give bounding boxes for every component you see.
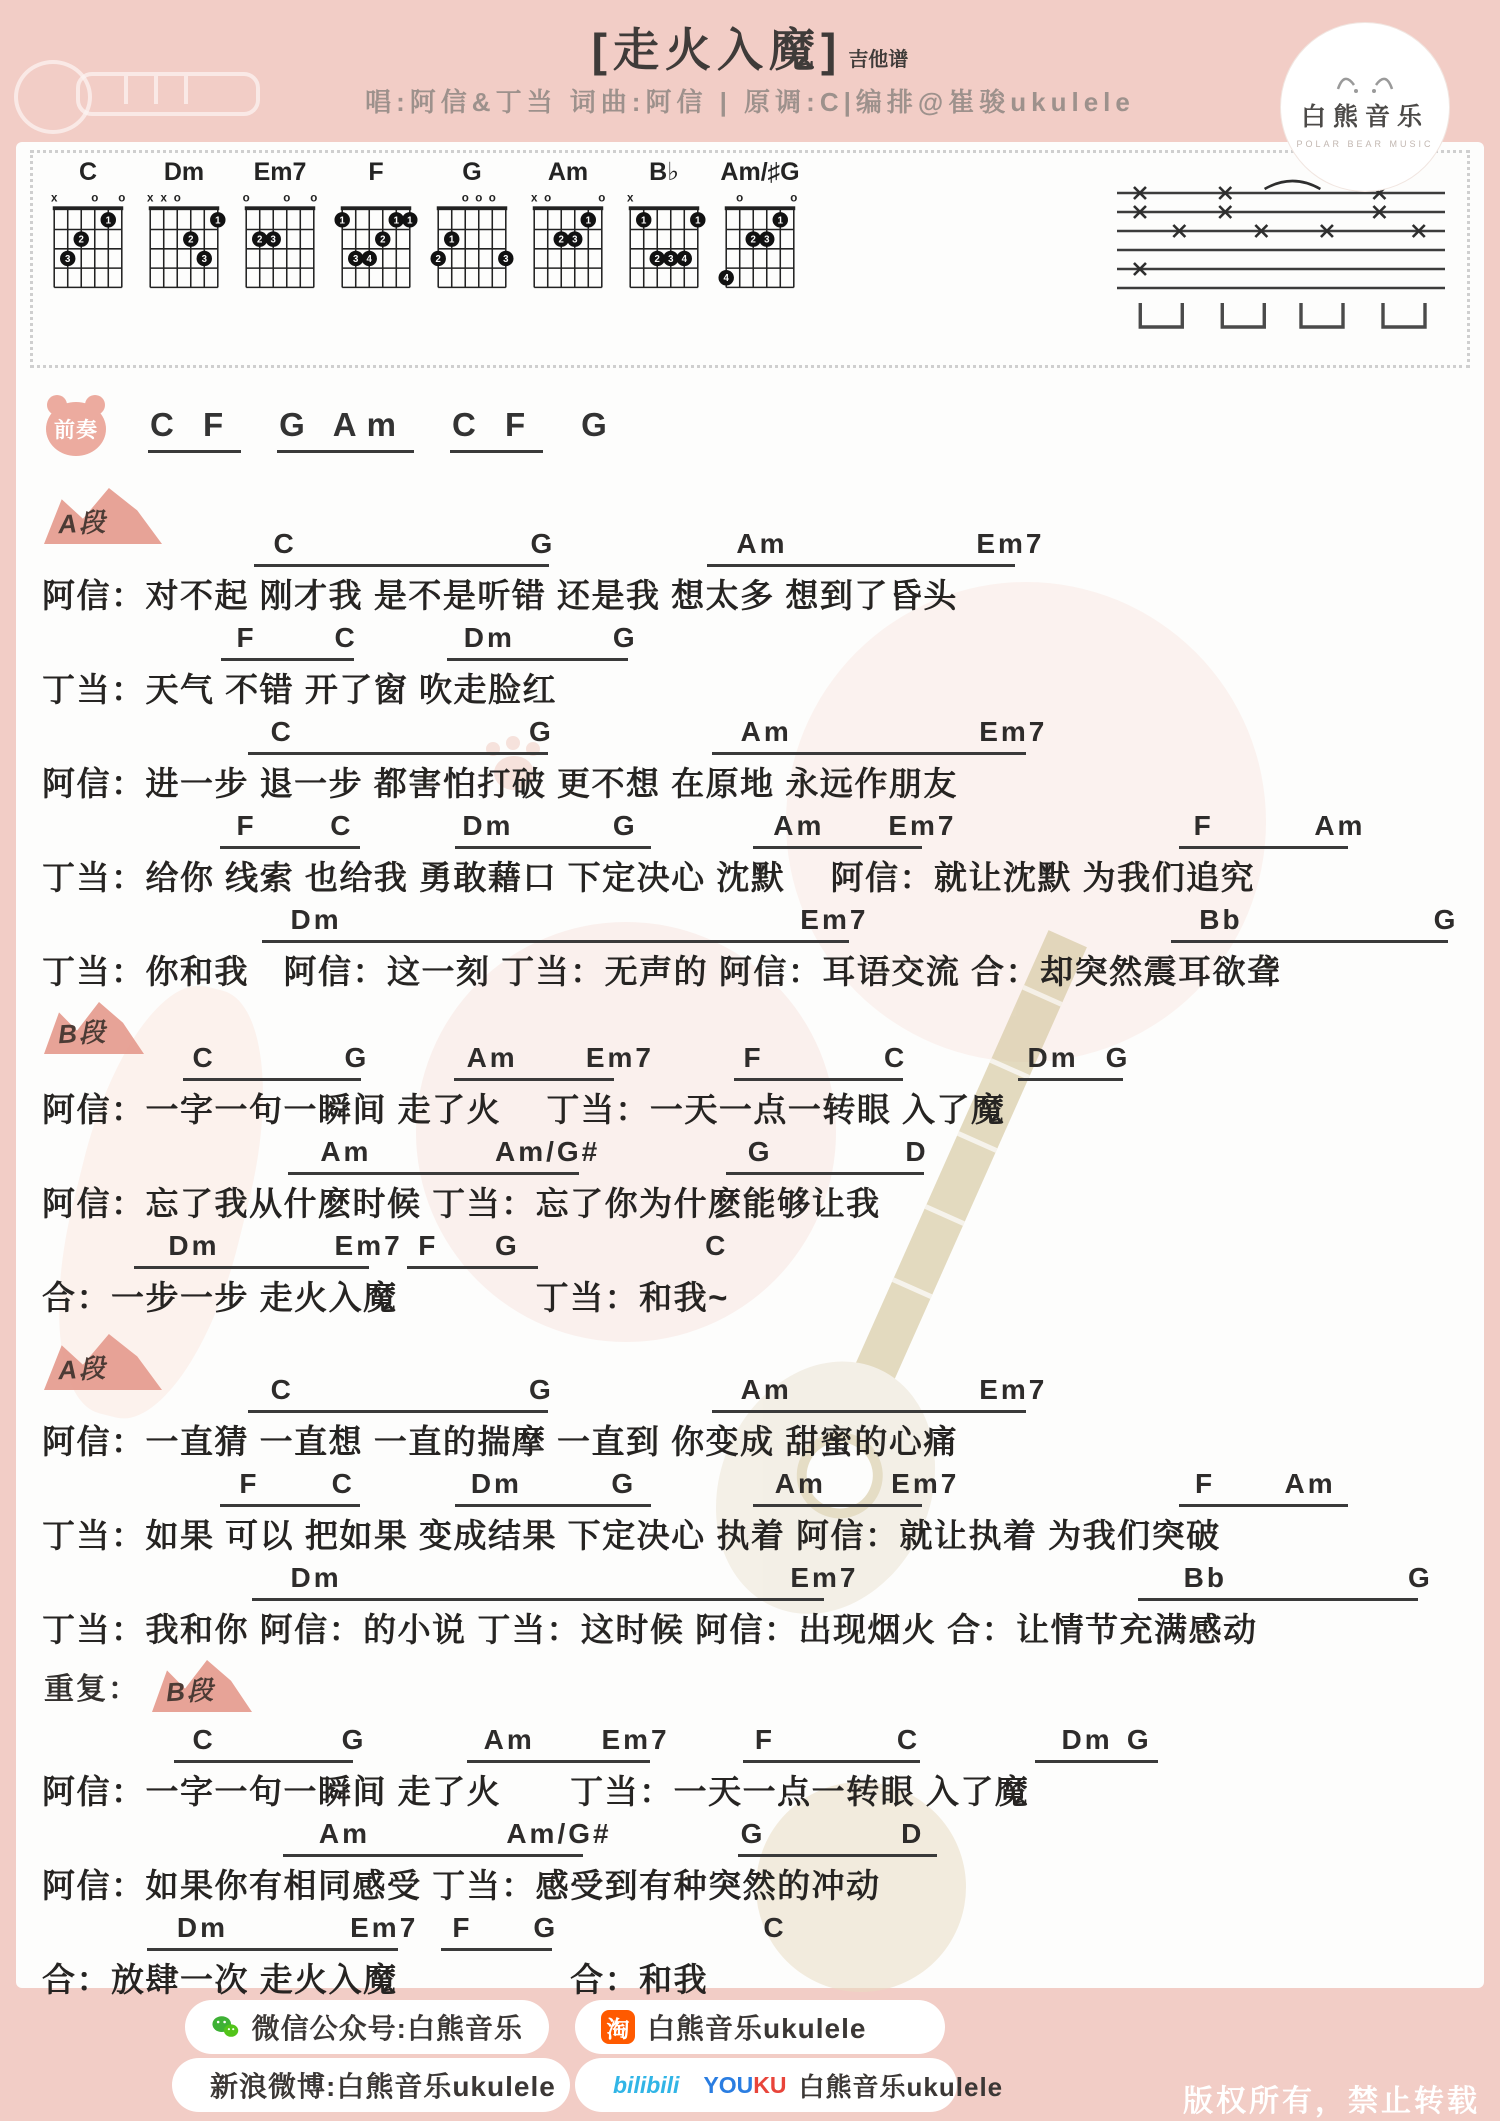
intro-chord-group: G (581, 405, 617, 443)
chord-label: F (1195, 1468, 1216, 1499)
chord-duration-bar (248, 1410, 548, 1413)
chord-label: Dm (462, 810, 514, 841)
lyric-line-block (42, 1134, 1462, 1226)
chord-label: G (494, 1230, 520, 1261)
chord-label: Bb (1199, 904, 1243, 935)
section-badge-label: B段 (57, 1016, 108, 1050)
chord-label: Am (774, 1468, 826, 1499)
lyric-text: 阿信：忘了我从什麽时候 丁当：忘了你为什麽能够让我 (42, 1185, 881, 1222)
chord-label: G (1408, 1562, 1433, 1593)
lyric-text: 阿信：一直猜 一直想 一直的揣摩 一直到 你变成 甜蜜的心痛 (42, 1423, 958, 1460)
svg-text:1: 1 (339, 215, 345, 227)
svg-text:1: 1 (105, 215, 111, 227)
svg-text:4: 4 (681, 253, 687, 265)
chord-label: C (884, 1042, 908, 1073)
chord-diagram-grid (617, 187, 711, 304)
svg-text:o: o (461, 192, 469, 205)
sections (42, 374, 1462, 2004)
chord-label: F (236, 810, 257, 841)
copyright-watermark: 版权所有，禁止转载 (1183, 2085, 1480, 2118)
lyric-text: 合：一步一步 走火入魔 丁当：和我~ (42, 1279, 729, 1316)
lyric-line-block (42, 1466, 1462, 1558)
svg-text:1: 1 (695, 215, 701, 227)
chord-duration-bar (753, 846, 922, 849)
svg-text:o: o (475, 192, 483, 205)
chord-label: Em7 (790, 1562, 859, 1593)
lyric-line-block (42, 620, 1462, 712)
section-badge-label: A段 (57, 506, 108, 540)
chord-duration-bar (454, 1078, 614, 1081)
section-badge (152, 1660, 252, 1712)
chord-duration-bar (1179, 846, 1348, 849)
lyric-line-block (42, 1228, 1462, 1320)
chord-label: C (270, 716, 294, 747)
logo-subname: POLAR BEAR MUSIC (1296, 139, 1434, 149)
chord-duration-bar (248, 752, 548, 755)
svg-text:2: 2 (654, 253, 660, 265)
taobao-label: 白熊音乐ukulele (647, 2013, 867, 2044)
chord-label: G (612, 622, 638, 653)
chord-label: C (330, 810, 354, 841)
chord-label: C (192, 1724, 216, 1755)
chord-diagram-name: G (462, 158, 482, 186)
chord-label: G (529, 1374, 554, 1405)
lyric-line-block (42, 902, 1462, 994)
chord-diagram-name: C (78, 158, 98, 186)
chord-label: Dm (463, 622, 515, 653)
svg-text:o: o (598, 192, 606, 205)
chord-label: Em7 (585, 1042, 655, 1073)
bear-ears-icon (1326, 65, 1404, 95)
chord-duration-bar (183, 1078, 362, 1081)
chord-duration-bar (221, 658, 354, 661)
svg-text:2: 2 (257, 234, 263, 246)
bilibili-youku-text: 白熊音乐ukulele (798, 2071, 1004, 2102)
chord-label: Am (773, 810, 825, 841)
chord-diagram (41, 157, 135, 304)
chord-label: Am/G# (494, 1136, 601, 1167)
chord-label: Am (466, 1042, 518, 1073)
chord-duration-bar (1179, 1504, 1348, 1507)
chord-label: Am (740, 716, 792, 747)
lyric-line-block (42, 526, 1462, 618)
chord-duration-bar (174, 1760, 353, 1763)
chord-label: Em7 (979, 716, 1048, 747)
svg-text:1: 1 (407, 215, 413, 227)
section-badge-intro (46, 402, 106, 456)
section-chorus-b-1 (42, 1008, 1462, 1320)
chord-duration-bar (254, 564, 549, 567)
chord-diagram-name: Dm (163, 158, 205, 186)
svg-text:o: o (790, 192, 798, 205)
chord-label: G (1105, 1042, 1131, 1073)
chord-diagram-grid (521, 187, 615, 304)
svg-text:x: x (160, 192, 167, 205)
svg-text:3: 3 (503, 253, 509, 265)
chord-label: G (611, 1468, 637, 1499)
chord-label: Bb (1183, 1562, 1227, 1593)
chord-label: C (192, 1042, 216, 1073)
section-badge (44, 1334, 162, 1390)
chord-label: F (236, 622, 257, 653)
chord-diagram (713, 157, 807, 304)
chord-label: Am (736, 528, 788, 559)
chord-diagram-name: B♭ (649, 158, 679, 186)
chord-label: Am (1314, 810, 1366, 841)
youku-label: YOUKU (703, 2071, 787, 2098)
svg-text:1: 1 (449, 234, 455, 246)
chord-duration-bar (447, 658, 629, 661)
svg-text:2: 2 (558, 234, 564, 246)
chord-label: G (533, 1912, 559, 1943)
chord-duration-bar (726, 1172, 923, 1175)
svg-text:o: o (173, 192, 181, 205)
intro-row (46, 390, 1462, 468)
svg-text:3: 3 (201, 253, 207, 265)
taobao-icon: 淘 (601, 2010, 635, 2044)
chord-duration-bar (753, 1504, 922, 1507)
chord-duration-bar (734, 1078, 903, 1081)
lyric-line-block (42, 1722, 1462, 1814)
svg-text:o: o (310, 192, 318, 205)
chord-duration-bar (712, 752, 1026, 755)
section-header (44, 1334, 162, 1390)
chord-label: Dm (1061, 1724, 1113, 1755)
sheet-panel (16, 142, 1484, 1998)
chord-duration-bar (1171, 940, 1448, 943)
lyric-line-block (42, 1372, 1462, 1464)
chord-duration-bar (283, 1854, 583, 1857)
svg-text:2: 2 (380, 234, 386, 246)
lyric-text: 阿信：对不起 刚才我 是不是听错 还是我 想太多 想到了昏头 (42, 577, 958, 614)
chord-diagram-grid (329, 187, 423, 304)
svg-text:o: o (283, 192, 291, 205)
chord-label: F (743, 1042, 764, 1073)
chord-label: G (1433, 904, 1459, 935)
section-verse-a-2 (42, 1340, 1462, 1652)
chord-label: Dm (290, 1562, 342, 1593)
intro-chord-group: C F (148, 406, 241, 453)
svg-text:o: o (488, 192, 496, 205)
chord-duration-bar (220, 1504, 361, 1507)
chord-diagram-name: Am/♯G (720, 158, 800, 186)
svg-text:1: 1 (393, 215, 399, 227)
chord-label: C (334, 622, 358, 653)
chord-label: G (341, 1724, 367, 1755)
wechat-label: 微信公众号:白熊音乐 (251, 2013, 523, 2044)
chord-diagram (617, 157, 711, 304)
chord-duration-bar (1018, 1078, 1123, 1081)
chord-diagram-grid (233, 187, 327, 304)
chord-label: G (529, 716, 554, 747)
svg-text:o: o (242, 192, 250, 205)
svg-text:1: 1 (585, 215, 591, 227)
chord-label: Am (1284, 1468, 1336, 1499)
chord-label: Em7 (800, 904, 869, 935)
section-intro (46, 390, 1462, 468)
chord-label: F (418, 1230, 439, 1261)
section-chorus-b-repeat (42, 1666, 1462, 2002)
chord-label: Dm (1027, 1042, 1079, 1073)
svg-text:2: 2 (188, 234, 194, 246)
chord-duration-bar (712, 1410, 1026, 1413)
svg-text:2: 2 (78, 234, 84, 246)
section-badge-label: A段 (57, 1352, 108, 1386)
lyric-text: 丁当：如果 可以 把如果 变成结果 下定决心 执着 阿信：就让执着 为我们突破 (42, 1517, 1221, 1554)
chord-label: G (740, 1818, 766, 1849)
svg-text:x: x (530, 192, 538, 205)
svg-text:3: 3 (764, 234, 770, 246)
lyric-line-block (42, 1560, 1462, 1652)
lyric-line-block (42, 1910, 1462, 2002)
lyric-text: 合：放肆一次 走火入魔 合：和我 (42, 1961, 709, 1998)
song-title: [走火入魔] (591, 24, 843, 76)
page-title (0, 14, 1500, 80)
chord-label: G (612, 810, 638, 841)
chord-label: Em7 (334, 1230, 403, 1261)
strumming-pattern (1107, 179, 1455, 342)
lyric-text: 阿信：一字一句一瞬间 走了火 丁当：一天一点一转眼 入了魔 (42, 1773, 1030, 1810)
chord-label: Am (740, 1374, 792, 1405)
lyric-text: 阿信：进一步 退一步 都害怕打破 更不想 在原地 永远作朋友 (42, 765, 958, 802)
svg-text:3: 3 (668, 253, 674, 265)
chord-diagram-name: Em7 (253, 158, 307, 186)
section-verse-a-1 (42, 494, 1462, 994)
chord-label: Em7 (891, 1468, 960, 1499)
logo-name: 白熊音乐 (1300, 103, 1429, 131)
section-header (44, 1660, 252, 1712)
chord-label: Dm (168, 1230, 220, 1261)
lyric-line-block (42, 808, 1462, 900)
svg-text:x: x (146, 192, 154, 205)
svg-text:x: x (50, 192, 58, 205)
section-badge (44, 1002, 144, 1054)
svg-text:2: 2 (435, 253, 441, 265)
chord-label: C (331, 1468, 355, 1499)
chord-duration-bar (743, 1760, 919, 1763)
chord-label: F (1193, 810, 1214, 841)
chord-duration-bar (1138, 1598, 1418, 1601)
chord-label: Dm (290, 904, 342, 935)
section-header (44, 1002, 144, 1054)
chord-label: G (1126, 1724, 1152, 1755)
svg-text:o: o (91, 192, 99, 205)
chord-label: G (747, 1136, 773, 1167)
lyric-line-block (42, 1040, 1462, 1132)
chord-label: Em7 (601, 1724, 670, 1755)
chord-label: F (754, 1724, 775, 1755)
taobao-badge[interactable] (575, 2000, 945, 2054)
chord-label: C (896, 1724, 921, 1755)
chord-label: G (344, 1042, 370, 1073)
svg-text:4: 4 (723, 273, 729, 285)
chord-label: Dm (470, 1468, 522, 1499)
chord-label: D (905, 1136, 929, 1167)
lyric-line-block (42, 1816, 1462, 1908)
chord-label: F (452, 1912, 473, 1943)
wechat-badge[interactable] (185, 2000, 549, 2054)
section-badge-label: 前奏 (54, 419, 98, 442)
wechat-icon (211, 2010, 240, 2044)
svg-text:2: 2 (750, 234, 756, 246)
svg-text:o: o (544, 192, 552, 205)
intro-chord-group: G Am (277, 406, 414, 453)
weibo-label: 新浪微博:白熊音乐ukulele (210, 2071, 556, 2102)
section-header (44, 488, 162, 544)
chord-label: F (239, 1468, 260, 1499)
chord-label: G (530, 528, 556, 559)
lyric-text: 丁当：给你 线索 也给我 勇敢藉口 下定决心 沈默 阿信：就让沈默 为我们追究 (42, 859, 1256, 896)
song-title-suffix: 吉他谱 (848, 49, 909, 71)
weibo-badge[interactable] (172, 2058, 570, 2112)
chord-label: C (273, 528, 297, 559)
chord-reference-strip (30, 150, 1470, 368)
svg-text:1: 1 (215, 215, 221, 227)
chord-duration-bar (252, 1598, 824, 1601)
svg-text:1: 1 (777, 215, 783, 227)
chord-diagrams-row (41, 157, 807, 304)
lyric-text: 阿信：一字一句一瞬间 走了火 丁当：一天一点一转眼 入了魔 (42, 1091, 1006, 1128)
svg-text:3: 3 (65, 253, 71, 265)
svg-text:3: 3 (572, 234, 578, 246)
chord-duration-bar (407, 1266, 538, 1269)
chord-label: Em7 (976, 528, 1045, 559)
chord-diagram-grid (41, 187, 135, 304)
svg-text:o: o (736, 192, 744, 205)
svg-text:o: o (118, 192, 126, 205)
section-badge (44, 488, 162, 544)
chord-duration-bar (441, 1948, 552, 1951)
chord-diagram-grid (713, 187, 807, 304)
chord-diagram (521, 157, 615, 304)
chord-diagram (425, 157, 519, 304)
chord-diagram-name: F (368, 158, 384, 186)
chord-label: Am (483, 1724, 535, 1755)
intro-chords (148, 406, 625, 453)
chord-label: Em7 (888, 810, 957, 841)
svg-text:3: 3 (353, 253, 359, 265)
chord-diagram-name: Am (547, 158, 589, 186)
chord-diagram (233, 157, 327, 304)
intro-chord-group: C F (450, 406, 543, 453)
bilibili-label: bilibili (613, 2071, 680, 2098)
repeat-label: 重复： (44, 1673, 140, 1706)
chord-diagram-grid (137, 187, 231, 304)
chord-duration-bar (134, 1266, 368, 1269)
svg-text:3: 3 (270, 234, 276, 246)
chord-label: Am/G# (506, 1818, 612, 1849)
chord-diagram-grid (425, 187, 519, 304)
polar-bear-music-logo (1280, 22, 1450, 192)
chord-diagram (137, 157, 231, 304)
lyric-text: 丁当：我和你 阿信：的小说 丁当：这时候 阿信：出现烟火 合：让情节充满感动 (42, 1611, 1258, 1648)
section-badge-label: B段 (165, 1674, 216, 1708)
chord-duration-bar (707, 564, 1015, 567)
chord-duration-bar (220, 846, 361, 849)
chord-label: C (270, 1374, 294, 1405)
chord-label: D (901, 1818, 925, 1849)
chord-duration-bar (467, 1760, 650, 1763)
lyric-text: 丁当：天气 不错 开了窗 吹走脸红 (42, 671, 558, 708)
chord-label: Am (318, 1818, 371, 1849)
chord-label: C (705, 1230, 729, 1261)
song-credits: 唱:阿信&丁当 词曲:阿信 | 原调:C|编排@崔骏ukulele (365, 87, 1135, 117)
chord-duration-bar (288, 1172, 579, 1175)
svg-text:x: x (626, 192, 634, 205)
lyric-text: 丁当：你和我 阿信：这一刻 丁当：无声的 阿信：耳语交流 合：却突然震耳欲聋 (42, 953, 1282, 990)
chord-duration-bar (262, 940, 848, 943)
chord-label: Em7 (979, 1374, 1048, 1405)
svg-text:4: 4 (366, 253, 372, 265)
chord-label: Em7 (350, 1912, 419, 1943)
chord-duration-bar (1035, 1760, 1159, 1763)
chord-duration-bar (455, 1504, 651, 1507)
svg-text:1: 1 (641, 215, 647, 227)
chord-label: Am (320, 1136, 372, 1167)
chord-diagram (329, 157, 423, 304)
chord-label: Dm (176, 1912, 229, 1943)
lyric-line-block (42, 714, 1462, 806)
lyric-text: 阿信：如果你有相同感受 丁当：感受到有种突然的冲动 (42, 1867, 881, 1904)
chord-duration-bar (738, 1854, 937, 1857)
chord-duration-bar (455, 846, 651, 849)
chord-duration-bar (147, 1948, 398, 1951)
bilibili-youku-badge[interactable] (575, 2058, 1004, 2112)
chord-label: C (763, 1912, 787, 1943)
